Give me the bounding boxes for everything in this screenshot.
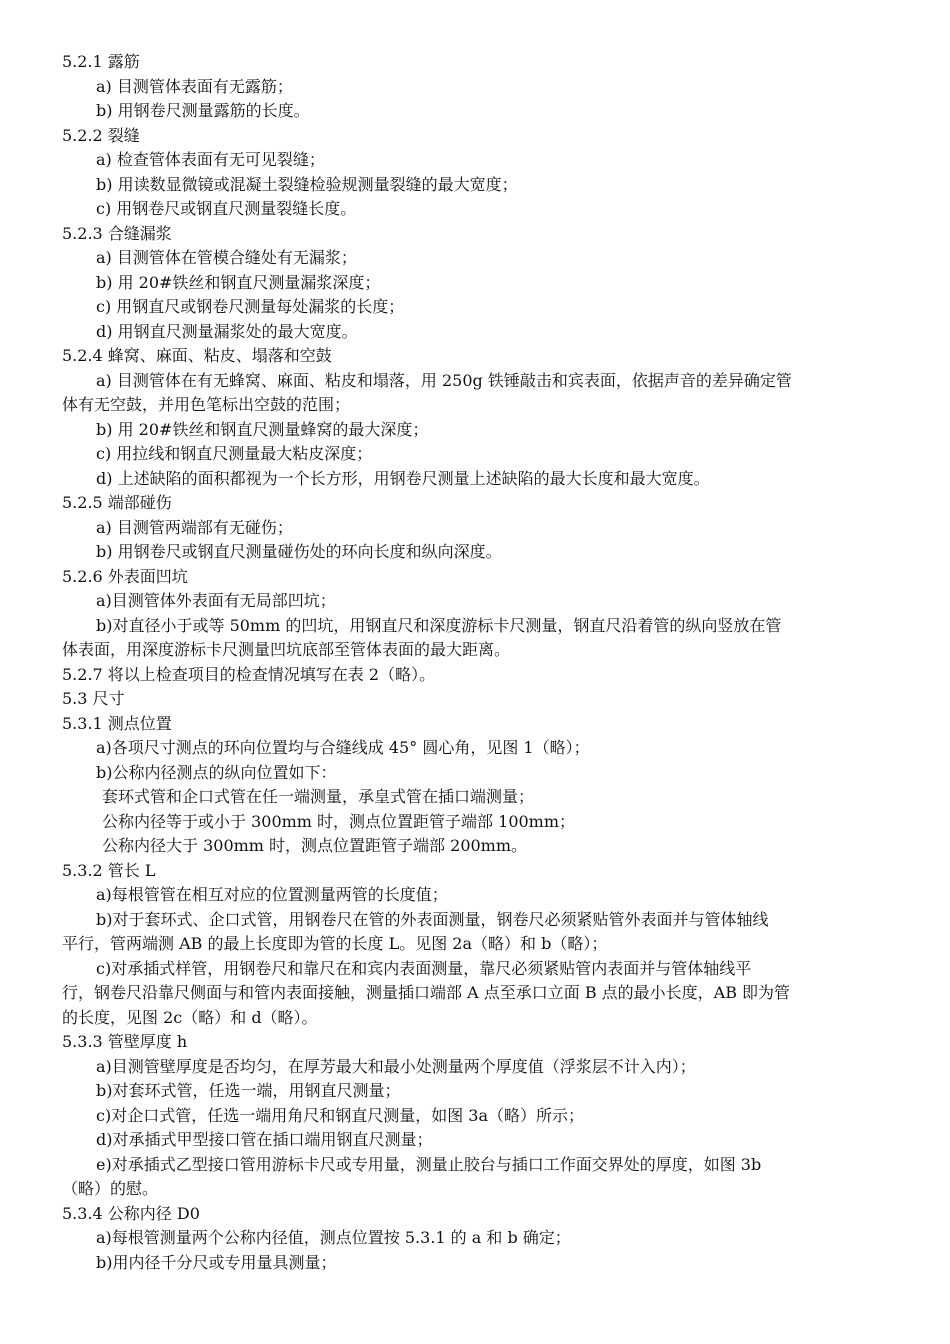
list-item: 套环式管和企口式管在任一端测量，承皇式管在插口端测量； [102, 787, 535, 806]
list-item: e)对承插式乙型接口管用游标卡尺或专用量，测量止胶台与插口工作面交界处的厚度，如图 3b [96, 1154, 762, 1174]
text-line: （略）的慰。 [62, 1179, 159, 1198]
list-item: b) 用读数显微镜或混凝土裂缝检验规测量裂缝的最大宽度； [96, 174, 518, 194]
list-item: c)对承插式样管，用钢卷尺和靠尺在和宾内表面测量，靠尺必须紧贴管内表面并与管体轴线平 [96, 958, 752, 978]
list-item: 公称内径等于或小于 300mm 时，测点位置距管子端部 100mm； [102, 811, 576, 831]
list-item: b)对于套环式、企口式管，用钢卷尺在管的外表面测量，钢卷尺必须紧贴管外表面并与管体轴线 [96, 909, 769, 929]
text-line: 5.3 尺寸 [62, 689, 125, 708]
list-item: 公称内径大于 300mm 时，测点位置距管子端部 200mm。 [102, 836, 528, 855]
list-item: c) 用拉线和钢直尺测量最大粘皮深度； [96, 444, 373, 463]
list-item: a) 目测管两端部有无碰伤； [96, 517, 293, 537]
text-line: 平行，管两端测 AB 的最上长度即为管的长度 L。见图 2a（略）和 b（略）； [62, 934, 608, 953]
text-line: 体表面，用深度游标卡尺测量凹坑底部至管体表面的最大距离。 [62, 640, 511, 659]
list-item: b) 用钢卷尺测量露筋的长度。 [96, 101, 310, 120]
list-item: a)各项尺寸测点的环向位置均与合缝线成 45° 圆心角，见图 1（略）； [96, 738, 590, 757]
text-line: 5.2.7 将以上检查项目的检查情况填写在表 2（略）。 [62, 664, 436, 684]
list-item: a) 检查管体表面有无可见裂缝； [96, 150, 325, 169]
list-item: c)对企口式管，任选一端用角尺和钢直尺测量，如图 3a（略）所示； [96, 1105, 585, 1125]
text-line: 5.3.2 管长 L [62, 860, 156, 880]
list-item: a)每根管管在相互对应的位置测量两管的长度值； [96, 885, 448, 904]
text-line: 5.3.4 公称内径 D0 [62, 1203, 200, 1223]
text-line: 行，钢卷尺沿靠尺侧面与和管内表面接触，测量插口端部 A 点至承口立面 B 点的最小长度，AB 即为管 [62, 983, 791, 1002]
list-item: b)用内径千分尺或专用量具测量； [96, 1252, 337, 1272]
list-item: b)公称内径测点的纵向位置如下： [96, 762, 337, 782]
text-line: 5.3.1 测点位置 [62, 713, 172, 733]
text-line: 5.2.3 合缝漏浆 [62, 223, 172, 243]
list-item: a)目测管体外表面有无局部凹坑； [96, 591, 336, 610]
text-line: 体有无空鼓，并用色笔标出空鼓的范围； [62, 395, 351, 414]
text-line: 5.2.4 蜂窝、麻面、粘皮、塌落和空鼓 [62, 346, 332, 365]
list-item: b) 用 20#铁丝和钢直尺测量蜂窝的最大深度； [96, 419, 429, 439]
list-item: a) 目测管体在管模合缝处有无漏浆； [96, 248, 357, 267]
document-body [62, 50, 892, 1275]
list-item: a) 目测管体在有无蜂窝、麻面、粘皮和塌落，用 250g 铁锤敲击和宾表面，依据声音的差异确定管 [96, 370, 792, 390]
text-line: 5.2.2 裂缝 [62, 125, 140, 145]
text-line: 5.2.1 露筋 [62, 52, 140, 71]
list-item: d)对承插式甲型接口管在插口端用钢直尺测量； [96, 1130, 433, 1149]
list-item: d) 上述缺陷的面积都视为一个长方形，用钢卷尺测量上述缺陷的最大长度和最大宽度。 [96, 468, 710, 488]
list-item: b) 用 20#铁丝和钢直尺测量漏浆深度； [96, 272, 381, 292]
list-item: a)每根管测量两个公称内径值，测点位置按 5.3.1 的 a 和 b 确定； [96, 1228, 571, 1247]
text-line: 5.2.5 端部碰伤 [62, 493, 172, 512]
text-line: 5.3.3 管壁厚度 h [62, 1032, 188, 1051]
text-line: 的长度，见图 2c（略）和 d（略）。 [62, 1007, 318, 1027]
list-item: a) 目测管体表面有无露筋； [96, 76, 293, 96]
list-item: b)对套环式管，任选一端，用钢直尺测量； [96, 1081, 401, 1100]
list-item: a)目测管壁厚度是否均匀，在厚芳最大和最小处测量两个厚度值（浮浆层不计入内）； [96, 1056, 696, 1076]
list-item: c) 用钢卷尺或钢直尺测量裂缝长度。 [96, 199, 357, 218]
list-item: d) 用钢直尺测量漏浆处的最大宽度。 [96, 321, 358, 341]
list-item: b)对直径小于或等 50mm 的凹坑，用钢直尺和深度游标卡尺测量，钢直尺沿着管的纵向竖放在管 [96, 615, 782, 635]
list-item: c) 用钢直尺或钢卷尺测量每处漏浆的长度； [96, 297, 405, 316]
text-line: 5.2.6 外表面凹坑 [62, 566, 188, 586]
list-item: b) 用钢卷尺或钢直尺测量碰伤处的环向长度和纵向深度。 [96, 542, 502, 561]
